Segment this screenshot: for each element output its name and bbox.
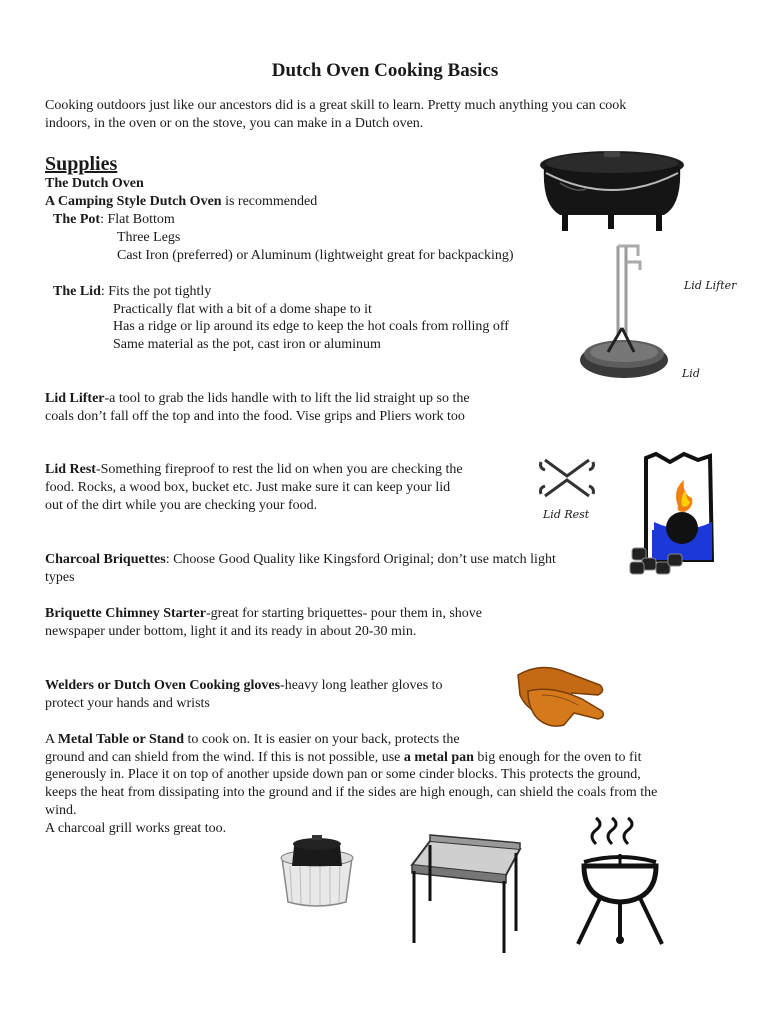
lid-lifter-line-1: Lid Lifter-a tool to grab the lids handle with to lift the lid straight up so the [45,391,470,406]
lid-rest-line-3: out of the dirt while you are checking your food. [45,498,318,513]
charcoal-bag-icon [626,450,721,582]
pot-line-1: The Pot: Flat Bottom [53,212,175,227]
intro-line-1: Cooking outdoors just like our ancestors did is a great skill to learn. Pretty much anything you can cook [45,98,627,113]
pot-line-2: Three Legs [117,230,181,245]
lid-line-3: Has a ridge or lip around its edge to keep the hot coals from rolling off [113,319,509,334]
oven-in-pan-icon [276,832,358,912]
table-line-5: wind. [45,803,77,818]
caption-lid-lifter: Lid Lifter [684,279,737,292]
supplies-heading: Supplies [45,153,118,175]
gloves-line-1: Welders or Dutch Oven Cooking gloves-heavy long leather gloves to [45,678,443,693]
table-line-4: keeps the heat from dissipating into the ground and if the sides are high enough, can shield the coals from the [45,785,658,800]
intro-line-2: indoors, in the oven or on the stove, you can make in a Dutch oven. [45,116,424,131]
metal-table-icon [406,835,524,955]
charcoal-line-2: types [45,570,75,585]
caption-lid: Lid [682,367,700,380]
charcoal-line-1: Charcoal Briquettes: Choose Good Quality like Kingsford Original; don’t use match light [45,552,556,567]
table-line-3: generously in. Place it on top of another upside down pan or some cinder blocks. This protects the ground, [45,767,641,782]
lid-line-2: Practically flat with a bit of a dome shape to it [113,302,372,317]
dutch-oven-icon [536,143,688,238]
lid-line-4: Same material as the pot, cast iron or aluminum [113,337,381,352]
chimney-line-2: newspaper under bottom, light it and its ready in about 20-30 min. [45,624,417,639]
table-line-1: A Metal Table or Stand to cook on. It is easier on your back, protects the [45,732,460,747]
lid-lifter-line-2: coals don’t fall off the top and into the food. Vise grips and Pliers work too [45,409,465,424]
gloves-line-2: protect your hands and wrists [45,696,210,711]
lid-rest-line-2: food. Rocks, a wood box, bucket etc. Just make sure it can keep your lid [45,480,451,495]
chimney-line-1: Briquette Chimney Starter-great for starting briquettes- pour them in, shove [45,606,483,621]
dutch-oven-heading: The Dutch Oven [45,176,144,191]
caption-lid-rest: Lid Rest [543,508,590,521]
table-line-6: A charcoal grill works great too. [45,821,227,836]
charcoal-grill-icon [570,822,670,952]
camping-style-line: A Camping Style Dutch Oven is recommended [45,194,318,209]
lid-line-1: The Lid: Fits the pot tightly [53,284,212,299]
page-title: Dutch Oven Cooking Basics [271,60,499,81]
lid-rest-line-1: Lid Rest-Something fireproof to rest the lid on when you are checking the [45,462,463,477]
lid-lifter-icon [578,240,670,385]
table-line-2: ground and can shield from the wind. If this is not possible, use a metal pan big enough for the oven to fit [45,750,642,765]
gloves-icon [512,655,608,730]
lid-rest-icon [537,452,597,504]
pot-line-3: Cast Iron (preferred) or Aluminum (lightweight great for backpacking) [117,248,514,263]
